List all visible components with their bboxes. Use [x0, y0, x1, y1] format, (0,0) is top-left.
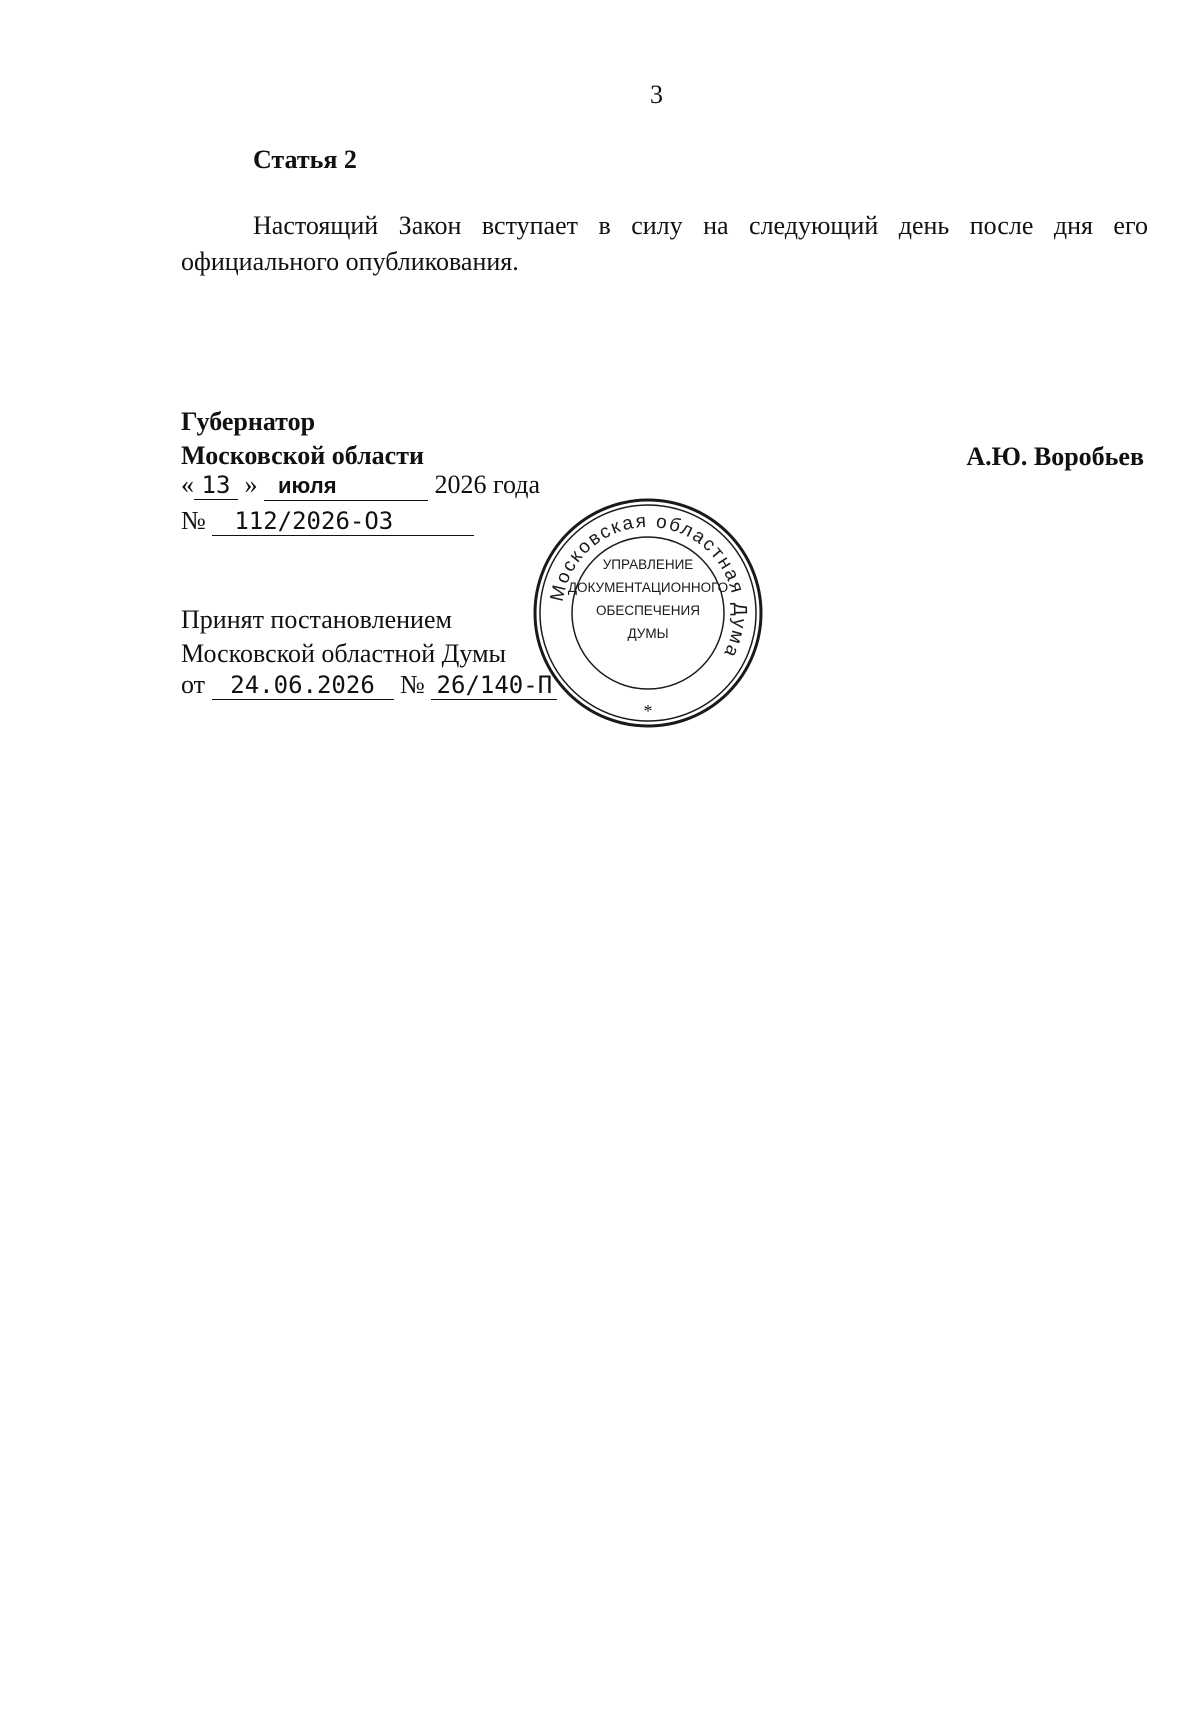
law-number-field — [212, 507, 474, 536]
date-month: июля — [278, 473, 337, 498]
official-seal-stamp — [530, 495, 766, 731]
date-day-field — [194, 471, 238, 500]
date-month-field — [264, 471, 428, 501]
law-number-value: 112/2026-ОЗ — [234, 507, 394, 535]
adoption-line2: Московской областной Думы — [181, 639, 506, 668]
seal-center-line3: ОБЕСПЕЧЕНИЯ — [595, 603, 701, 618]
seal-star: * — [643, 701, 653, 721]
article-heading: Статья 2 — [253, 145, 357, 174]
seal-graphic — [530, 495, 766, 731]
adoption-date-prefix: от — [181, 670, 206, 699]
seal-center-line2: ДОКУМЕНТАЦИОННОГО — [567, 580, 729, 595]
adoption-line1: Принят постановлением — [181, 605, 452, 634]
adoption-number-value: 26/140-П — [436, 671, 553, 699]
signing-date-line — [181, 470, 540, 501]
article-body: Настоящий Закон вступает в силу на следующий день после дня его официального опубликования. — [181, 211, 1148, 276]
adoption-date-field — [212, 671, 394, 700]
law-number-line — [181, 506, 474, 536]
seal-center-line4: ДУМЫ — [627, 626, 669, 641]
date-open-quote: « — [181, 470, 194, 499]
date-close-quote: » — [244, 470, 258, 499]
date-year-text: 2026 года — [434, 470, 541, 499]
signer-name: А.Ю. Воробьев — [966, 442, 1144, 471]
signer-title-line2: Московской области — [181, 441, 424, 470]
signer-title — [181, 405, 424, 473]
page-number: 3 — [650, 80, 663, 109]
adoption-date-value: 24.06.2026 — [230, 671, 375, 699]
date-day: 13 — [201, 471, 231, 499]
adoption-number-label: № — [400, 670, 425, 699]
law-number-label: № — [181, 506, 206, 535]
adoption-block — [181, 603, 506, 671]
seal-center-line1: УПРАВЛЕНИЕ — [602, 557, 694, 572]
adoption-reference-line — [181, 670, 557, 700]
signer-title-line1: Губернатор — [181, 407, 316, 436]
seal-ring-text: Московская областная Дума — [546, 510, 751, 662]
